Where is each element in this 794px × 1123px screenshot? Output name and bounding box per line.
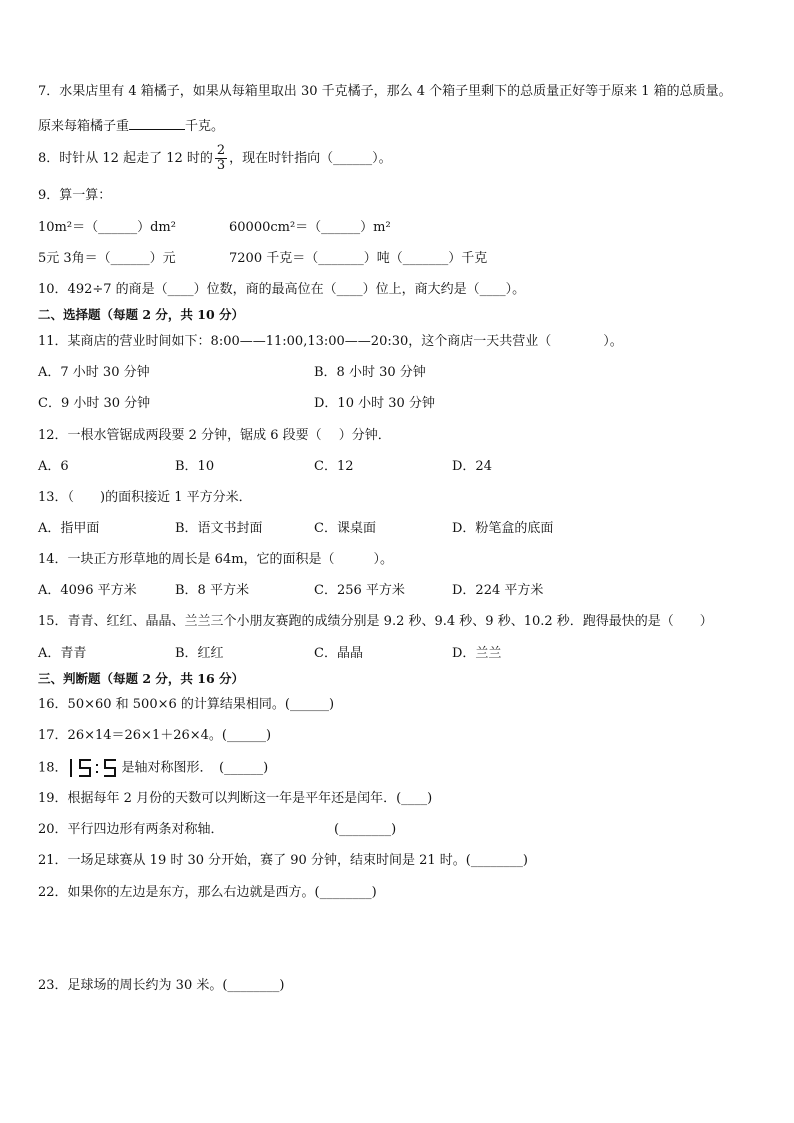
q8-line xyxy=(38,144,392,174)
q13-option-d[interactable]: D．粉笔盒的底面 xyxy=(452,521,554,536)
section-2-heading: 二、选择题（每题 2 分，共 10 分） xyxy=(38,307,245,322)
q11-option-a[interactable]: A．7 小时 30 分钟 xyxy=(38,365,150,380)
q13-text: 13．（ )的面积接近 1 平方分米． xyxy=(38,490,252,505)
q19: 19．根据每年 2 月份的天数可以判断这一年是平年还是闰年．(____) xyxy=(38,791,433,806)
q11-text: 11．某商店的营业时间如下：8:00——11:00,13:00——20:30，这个商店一天共营业（ ）。 xyxy=(38,334,623,349)
q12-option-a[interactable]: A．6 xyxy=(38,459,69,474)
q10: 10．492÷7 的商是（____）位数，商的最高位在（____）位上，商大约是（____）。 xyxy=(38,282,526,297)
q7-line2-post: 千克。 xyxy=(185,119,225,134)
q18-num: 18． xyxy=(38,760,68,776)
q13-option-a[interactable]: A．指甲面 xyxy=(38,521,100,536)
q9-b: 60000cm²＝（______）m² xyxy=(229,220,391,235)
q18-post: 是轴对称图形． (______) xyxy=(121,760,269,776)
q14-option-a[interactable]: A．4096 平方米 xyxy=(38,583,137,598)
q13-option-c[interactable]: C．课桌面 xyxy=(314,521,376,536)
q15-option-a[interactable]: A．青青 xyxy=(38,646,87,661)
q9-a: 10m²＝（______）dm² xyxy=(38,220,176,235)
q9-d: 7200 千克＝（_______）吨（_______）千克 xyxy=(229,251,488,266)
q8-fraction xyxy=(215,144,227,173)
seven-segment-15-5-icon xyxy=(68,758,120,778)
q13-option-b[interactable]: B．语文书封面 xyxy=(175,521,263,536)
q8-post: ，现在时针指向（______）。 xyxy=(229,151,392,166)
q18-digit-glyph xyxy=(68,758,120,778)
q15-option-d[interactable]: D．兰兰 xyxy=(452,646,502,661)
q12-option-b[interactable]: B．10 xyxy=(175,459,215,474)
q14-option-b[interactable]: B．8 平方米 xyxy=(175,583,249,598)
q7-line2 xyxy=(38,115,224,136)
q17: 17．26×14＝26×1＋26×4。(______) xyxy=(38,728,272,743)
q11-option-b[interactable]: B．8 小时 30 分钟 xyxy=(314,365,426,380)
q12-option-d[interactable]: D．24 xyxy=(452,459,492,474)
q15-option-b[interactable]: B．红红 xyxy=(175,646,224,661)
q7-line1: 7．水果店里有 4 箱橘子，如果从每箱里取出 30 千克橘子，那么 4 个箱子里剩下的总质量正好等于原来 1 箱的总质量。 xyxy=(38,84,732,99)
section-3-heading: 三、判断题（每题 2 分，共 16 分） xyxy=(38,671,245,686)
q15-option-c[interactable]: C．晶晶 xyxy=(314,646,363,661)
q16: 16．50×60 和 500×6 的计算结果相同。(______) xyxy=(38,697,335,712)
q11-option-c[interactable]: C．9 小时 30 分钟 xyxy=(38,396,151,411)
q15-text: 15．青青、红红、晶晶、兰兰三个小朋友赛跑的成绩分别是 9.2 秒、9.4 秒、9 秒、10.2 秒．跑得最快的是（ ） xyxy=(38,614,713,629)
q20: 20．平行四边形有两条对称轴． (________) xyxy=(38,822,397,837)
q7-line2-pre: 原来每箱橘子重 xyxy=(38,119,130,134)
q8-pre: 8．时针从 12 起走了 12 时的 xyxy=(38,151,213,166)
q11-option-d[interactable]: D．10 小时 30 分钟 xyxy=(314,396,435,411)
q12-text: 12．一根水管锯成两段要 2 分钟，锯成 6 段要（ ）分钟． xyxy=(38,428,391,443)
q9-title: 9．算一算： xyxy=(38,188,112,203)
q7-answer-blank[interactable] xyxy=(129,115,185,130)
q8-frac-den: 3 xyxy=(216,158,226,173)
q9-c: 5元 3角＝（______）元 xyxy=(38,251,176,266)
q21: 21．一场足球赛从 19 时 30 分开始，赛了 90 分钟，结束时间是 21 时。(________) xyxy=(38,853,528,868)
q22: 22．如果你的左边是东方，那么右边就是西方。(________) xyxy=(38,885,377,900)
q12-option-c[interactable]: C．12 xyxy=(314,459,354,474)
q14-text: 14．一块正方形草地的周长是 64m，它的面积是（ ）。 xyxy=(38,552,394,567)
q18-line xyxy=(38,758,268,778)
q14-option-c[interactable]: C．256 平方米 xyxy=(314,583,405,598)
q8-frac-num: 2 xyxy=(216,143,226,158)
q14-option-d[interactable]: D．224 平方米 xyxy=(452,583,544,598)
q23: 23．足球场的周长约为 30 米。(________) xyxy=(38,978,285,993)
